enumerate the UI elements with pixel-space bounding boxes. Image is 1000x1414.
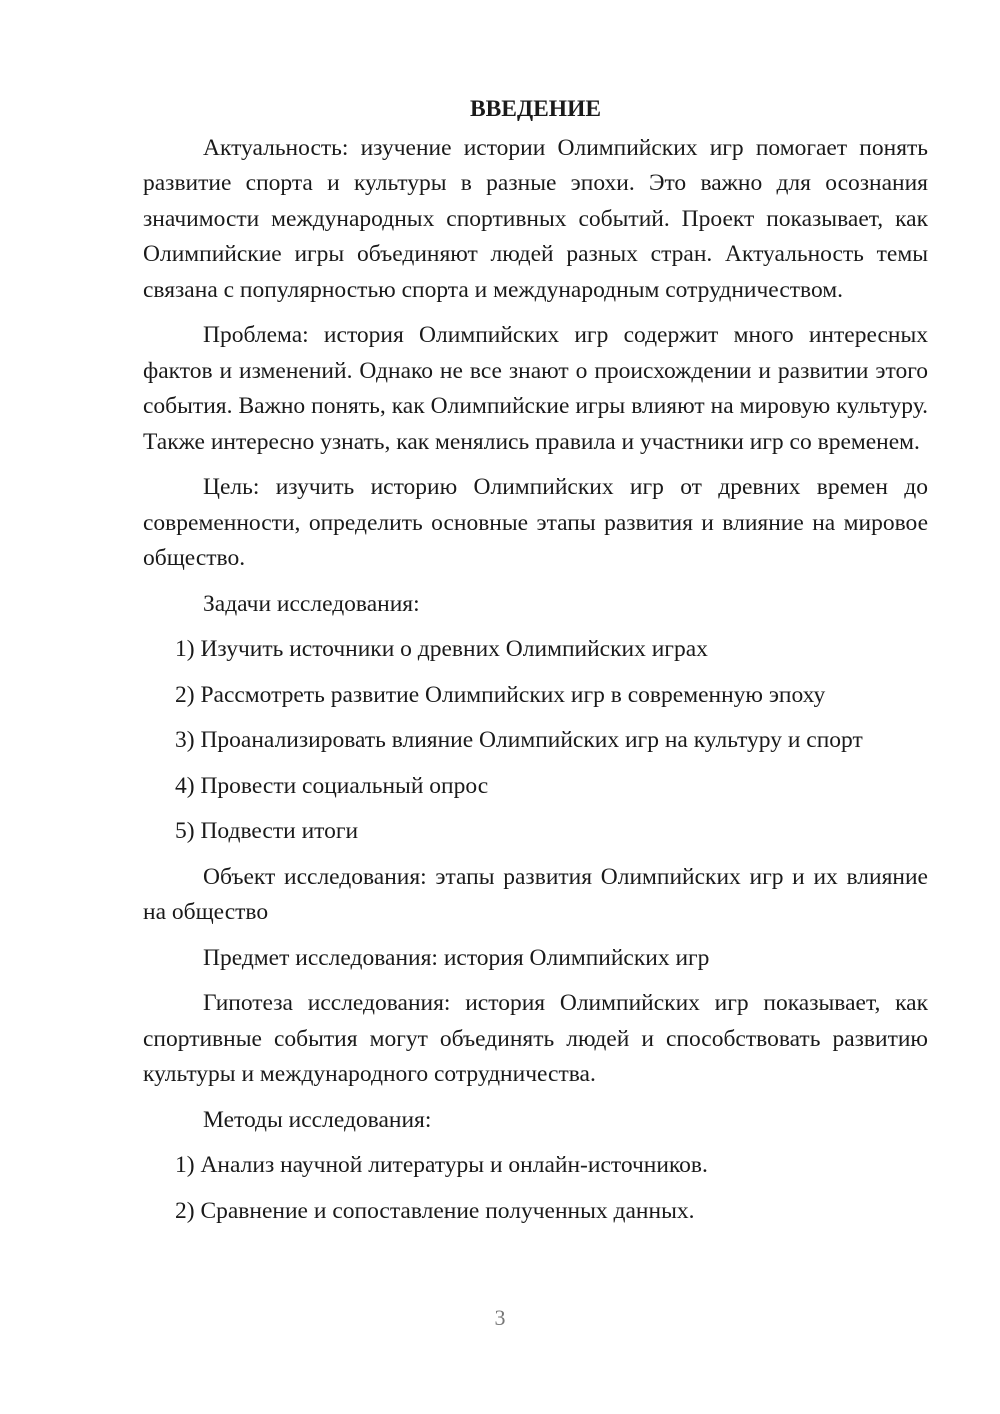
method-item-1: 1) Анализ научной литературы и онлайн-источников. [175,1152,708,1178]
document-page [143,92,928,1239]
goal-paragraph: Цель: изучить историю Олимпийских игр от древних времен до современности, определить основные этапы развития и влияние на мировое общество. [143,474,928,571]
task-item-3: 3) Проанализировать влияние Олимпийских игр на культуру и спорт [175,727,863,753]
task-item-2: 2) Рассмотреть развитие Олимпийских игр в современную эпоху [175,681,826,708]
object-paragraph: Объект исследования: этапы развития Олимпийских игр и их влияние на общество [143,863,928,925]
methods-heading: Методы исследования: [203,1106,432,1133]
task-item-5: 5) Подвести итоги [175,818,359,844]
hypothesis-paragraph: Гипотеза исследования: история Олимпийских игр показывает, как спортивные события могут объединять людей и способствовать развитию культуры и международного сотрудничества. [143,990,928,1087]
tasks-heading: Задачи исследования: [203,590,420,617]
task-item-1: 1) Изучить источники о древних Олимпийских играх [175,636,708,662]
problem-paragraph: Проблема: история Олимпийских игр содержит много интересных фактов и изменений. Однако не все знают о происхождении и развитии этого события. Важно понять, как Олимпийские игры влияют на мировую культуру. Также интересно узнать, как менялись правила и участники игр со временем. [143,322,928,455]
relevance-paragraph: Актуальность: изучение истории Олимпийских игр помогает понять развитие спорта и культуры в разные эпохи. Это важно для осознания значимости международных спортивных событий. Проект показывает, как Олимпийские игры объединяют людей разных стран. Актуальность темы связана с популярностью спорта и международным сотрудничеством. [143,134,928,303]
page-number: 3 [494,1305,506,1330]
method-item-2: 2) Сравнение и сопоставление полученных данных. [175,1197,695,1224]
task-item-4: 4) Провести социальный опрос [175,772,489,799]
subject-paragraph: Предмет исследования: история Олимпийских игр [203,944,710,971]
page-title: ВВЕДЕНИЕ [469,96,602,122]
